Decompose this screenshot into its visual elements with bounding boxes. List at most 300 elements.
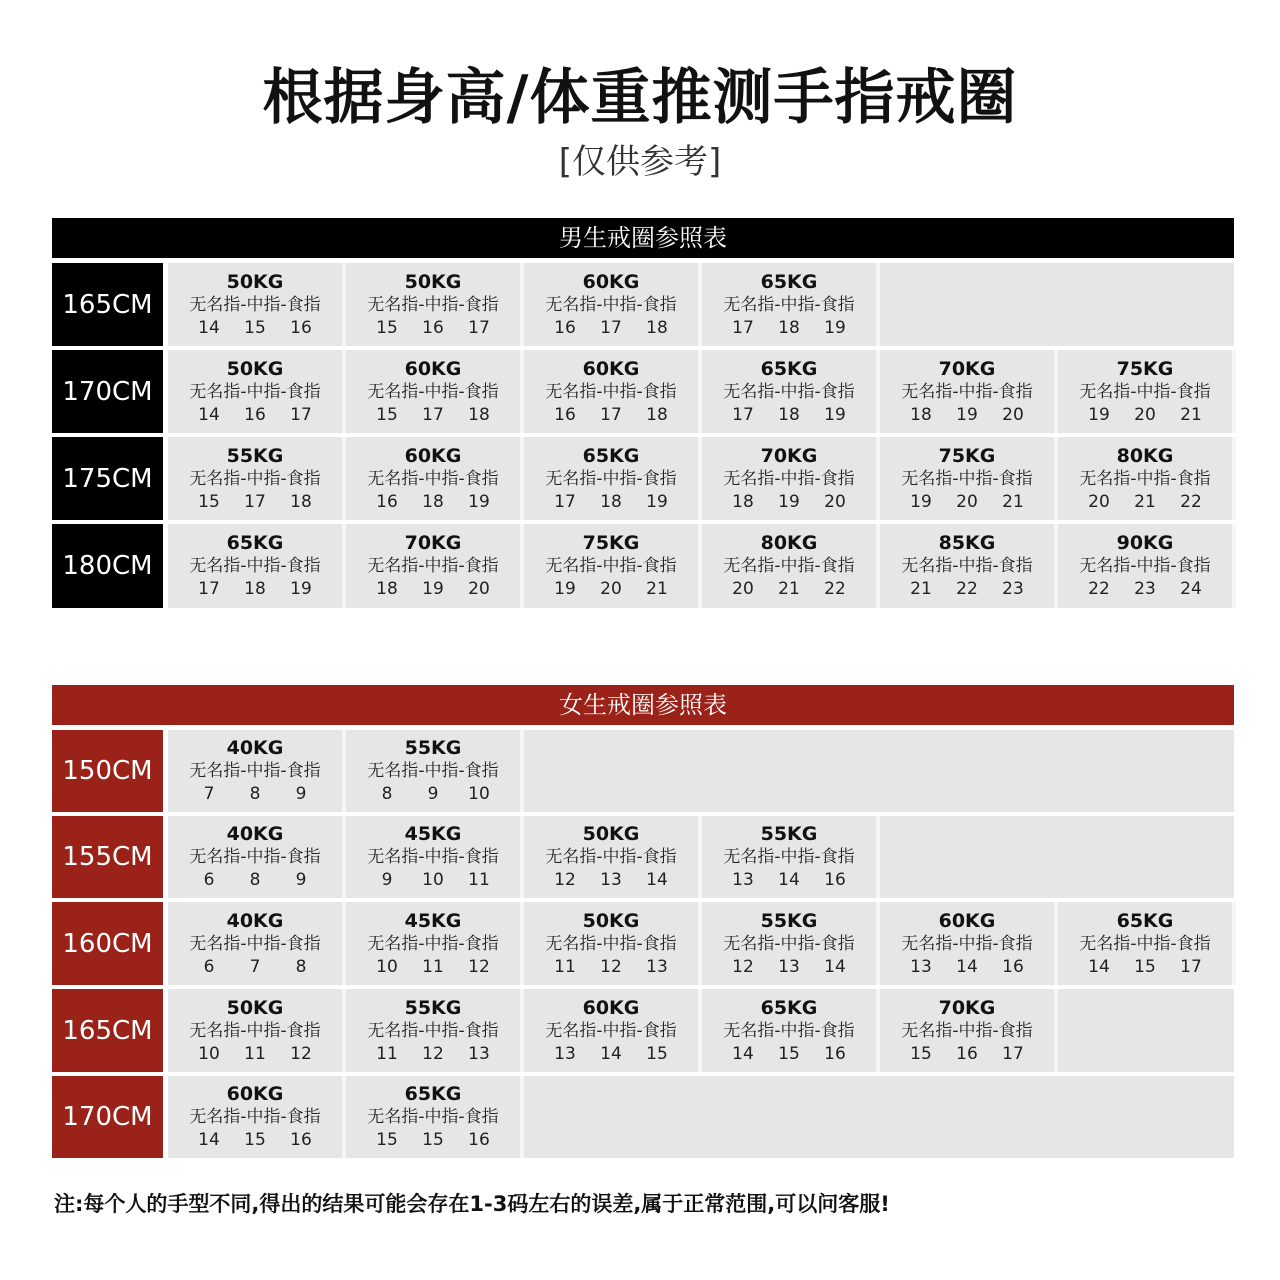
ring-sizes [880, 1043, 1054, 1066]
ring-sizes [524, 578, 698, 601]
weight-label: 65KG [760, 270, 818, 293]
height-label: 150CM [52, 730, 163, 812]
size-cell [880, 902, 1058, 985]
weight-label: 90KG [1116, 532, 1174, 554]
size-cell [524, 816, 702, 898]
finger-order-label: 无名指-中指-食指 [723, 294, 855, 315]
weight-label: 45KG [404, 909, 462, 932]
ring-size-value: 21 [1180, 404, 1202, 425]
ring-size-value: 17 [732, 404, 754, 425]
weight-label: 70KG [760, 444, 818, 467]
ring-size-value: 20 [1002, 404, 1024, 425]
ring-size-value: 20 [1088, 491, 1110, 512]
size-cell [168, 524, 346, 608]
finger-order-label: 无名指-中指-食指 [189, 556, 321, 576]
ring-sizes [702, 317, 876, 340]
finger-order-label: 无名指-中指-食指 [189, 468, 321, 489]
size-cell [702, 816, 880, 898]
ring-size-value: 18 [646, 317, 668, 338]
size-cell [346, 437, 524, 520]
size-cell [346, 816, 524, 898]
weight-label: 40KG [226, 823, 284, 845]
size-cell [524, 437, 702, 520]
size-cell [168, 1076, 346, 1158]
weight-label: 75KG [582, 532, 640, 554]
ring-size-value: 22 [1088, 579, 1110, 599]
finger-order-label: 无名指-中指-食指 [367, 761, 499, 781]
ring-size-value: 19 [778, 491, 800, 512]
weight-label: 50KG [226, 270, 284, 293]
page-title: 根据身高/体重推测手指戒圈 [262, 63, 1018, 133]
finger-order-label: 无名指-中指-食指 [545, 847, 677, 867]
weight-label: 65KG [1116, 909, 1174, 932]
ring-size-value: 16 [422, 317, 444, 338]
ring-size-value: 15 [646, 1043, 668, 1064]
ring-sizes [168, 869, 342, 892]
ring-size-value: 7 [203, 784, 215, 804]
weight-label: 60KG [404, 357, 462, 380]
weight-label: 65KG [760, 357, 818, 380]
finger-order-label: 无名指-中指-食指 [367, 294, 499, 315]
ring-sizes [702, 404, 876, 427]
ring-sizes [524, 317, 698, 340]
finger-order-label: 无名指-中指-食指 [367, 556, 499, 576]
size-cell [524, 524, 702, 608]
ring-sizes [1058, 956, 1232, 979]
ring-size-value: 12 [422, 1043, 444, 1064]
ring-size-value: 15 [910, 1043, 932, 1064]
ring-size-value: 10 [198, 1043, 220, 1064]
ring-size-value: 12 [732, 956, 754, 977]
finger-order-label: 无名指-中指-食指 [723, 1020, 855, 1041]
ring-size-value: 15 [198, 491, 220, 512]
size-cell [702, 524, 880, 608]
size-cell [524, 350, 702, 433]
ring-size-value: 17 [468, 317, 490, 338]
ring-sizes [346, 317, 520, 340]
height-label: 170CM [52, 1076, 163, 1158]
ring-sizes [168, 491, 342, 514]
ring-size-value: 16 [244, 404, 266, 425]
ring-size-value: 21 [778, 579, 800, 599]
finger-order-label: 无名指-中指-食指 [901, 381, 1033, 402]
ring-size-value: 16 [376, 491, 398, 512]
ring-sizes [346, 956, 520, 979]
weight-label: 60KG [938, 909, 996, 932]
ring-size-value: 16 [554, 317, 576, 338]
size-cell [1058, 524, 1236, 608]
ring-sizes [346, 1129, 520, 1152]
weight-label: 70KG [404, 532, 462, 554]
ring-sizes [880, 404, 1054, 427]
men-table-header: 男生戒圈参照表 [52, 218, 1234, 258]
size-cell [168, 730, 346, 812]
finger-order-label: 无名指-中指-食指 [723, 933, 855, 954]
ring-size-value: 10 [376, 956, 398, 977]
ring-size-value: 16 [468, 1130, 490, 1150]
ring-size-value: 19 [290, 579, 312, 599]
ring-size-value: 12 [600, 956, 622, 977]
ring-size-value: 19 [956, 404, 978, 425]
ring-sizes [524, 956, 698, 979]
ring-size-value: 12 [554, 870, 576, 890]
finger-order-label: 无名指-中指-食指 [367, 381, 499, 402]
finger-order-label: 无名指-中指-食指 [723, 556, 855, 576]
ring-size-value: 16 [554, 404, 576, 425]
size-cell [168, 902, 346, 985]
height-label: 165CM [52, 989, 163, 1072]
ring-sizes [1058, 578, 1232, 601]
ring-size-value: 17 [600, 317, 622, 338]
size-cell [1058, 902, 1236, 985]
men-row [52, 263, 1234, 346]
size-cell [1058, 350, 1236, 433]
ring-sizes [346, 491, 520, 514]
finger-order-label: 无名指-中指-食指 [1079, 468, 1211, 489]
ring-size-value: 19 [824, 404, 846, 425]
weight-label: 70KG [938, 996, 996, 1019]
size-cell [880, 350, 1058, 433]
ring-size-value: 8 [249, 870, 261, 890]
ring-size-value: 12 [290, 1043, 312, 1064]
finger-order-label: 无名指-中指-食指 [723, 381, 855, 402]
ring-size-value: 15 [376, 404, 398, 425]
ring-sizes [168, 578, 342, 601]
weight-label: 75KG [1116, 357, 1174, 380]
ring-size-value: 22 [956, 579, 978, 599]
ring-size-value: 17 [1002, 1043, 1024, 1064]
weight-label: 50KG [582, 909, 640, 932]
weight-label: 55KG [226, 444, 284, 467]
size-cell [702, 350, 880, 433]
weight-label: 45KG [404, 823, 462, 845]
ring-size-value: 17 [422, 404, 444, 425]
ring-size-value: 8 [295, 956, 307, 977]
ring-size-value: 20 [732, 579, 754, 599]
ring-size-value: 11 [244, 1043, 266, 1064]
ring-size-value: 14 [1088, 956, 1110, 977]
finger-order-label: 无名指-中指-食指 [189, 847, 321, 867]
ring-size-value: 13 [554, 1043, 576, 1064]
ring-size-value: 20 [600, 579, 622, 599]
size-cell [346, 1076, 524, 1158]
women-row [52, 1076, 1234, 1158]
weight-label: 55KG [404, 737, 462, 759]
weight-label: 55KG [404, 996, 462, 1019]
ring-size-value: 18 [244, 579, 266, 599]
ring-size-value: 16 [956, 1043, 978, 1064]
height-label: 170CM [52, 350, 163, 433]
size-cell [702, 902, 880, 985]
women-row [52, 730, 1234, 812]
ring-sizes [524, 491, 698, 514]
finger-order-label: 无名指-中指-食指 [1079, 381, 1211, 402]
ring-size-value: 24 [1180, 579, 1202, 599]
size-cell [168, 350, 346, 433]
finger-order-label: 无名指-中指-食指 [901, 556, 1033, 576]
ring-size-value: 17 [554, 491, 576, 512]
ring-size-value: 22 [1180, 491, 1202, 512]
size-cell [524, 263, 702, 346]
finger-order-label: 无名指-中指-食指 [1079, 933, 1211, 954]
ring-size-value: 17 [244, 491, 266, 512]
weight-label: 60KG [582, 270, 640, 293]
ring-size-value: 20 [956, 491, 978, 512]
ring-size-value: 13 [468, 1043, 490, 1064]
ring-size-value: 19 [824, 317, 846, 338]
finger-order-label: 无名指-中指-食指 [723, 468, 855, 489]
ring-sizes [702, 1043, 876, 1066]
ring-size-value: 8 [249, 784, 261, 804]
ring-size-value: 11 [376, 1043, 398, 1064]
ring-size-value: 15 [422, 1130, 444, 1150]
ring-size-value: 15 [244, 317, 266, 338]
size-cell [346, 524, 524, 608]
finger-order-label: 无名指-中指-食指 [189, 1020, 321, 1041]
weight-label: 75KG [938, 444, 996, 467]
ring-size-value: 18 [422, 491, 444, 512]
finger-order-label: 无名指-中指-食指 [545, 381, 677, 402]
weight-label: 60KG [582, 996, 640, 1019]
weight-label: 60KG [582, 357, 640, 380]
height-label: 180CM [52, 524, 163, 608]
ring-size-value: 16 [824, 870, 846, 890]
ring-size-value: 14 [198, 317, 220, 338]
ring-size-value: 16 [824, 1043, 846, 1064]
ring-sizes [702, 578, 876, 601]
finger-order-label: 无名指-中指-食指 [367, 933, 499, 954]
ring-size-value: 18 [376, 579, 398, 599]
ring-size-value: 11 [422, 956, 444, 977]
ring-size-value: 14 [956, 956, 978, 977]
weight-label: 65KG [404, 1083, 462, 1105]
ring-size-value: 9 [427, 784, 439, 804]
ring-size-value: 15 [244, 1130, 266, 1150]
ring-size-value: 20 [468, 579, 490, 599]
women-table-header: 女生戒圈参照表 [52, 685, 1234, 725]
ring-size-value: 14 [198, 404, 220, 425]
size-cell [702, 437, 880, 520]
women-row [52, 816, 1234, 898]
size-cell [702, 263, 880, 346]
ring-size-value: 15 [376, 1130, 398, 1150]
weight-label: 65KG [226, 532, 284, 554]
finger-order-label: 无名指-中指-食指 [545, 468, 677, 489]
ring-sizes [880, 956, 1054, 979]
weight-label: 60KG [226, 1083, 284, 1105]
ring-size-value: 18 [468, 404, 490, 425]
size-cell [880, 524, 1058, 608]
ring-size-value: 18 [290, 491, 312, 512]
ring-size-value: 16 [290, 1130, 312, 1150]
ring-size-value: 14 [778, 870, 800, 890]
ring-size-value: 18 [732, 491, 754, 512]
ring-sizes [346, 1043, 520, 1066]
ring-size-value: 21 [910, 579, 932, 599]
ring-sizes [168, 404, 342, 427]
ring-size-value: 14 [198, 1130, 220, 1150]
size-cell [346, 730, 524, 812]
ring-size-value: 16 [290, 317, 312, 338]
ring-size-value: 22 [824, 579, 846, 599]
finger-order-label: 无名指-中指-食指 [367, 1020, 499, 1041]
size-cell [168, 989, 346, 1072]
height-label: 160CM [52, 902, 163, 985]
ring-size-value: 21 [646, 579, 668, 599]
ring-size-value: 13 [600, 870, 622, 890]
ring-size-value: 9 [295, 784, 307, 804]
ring-size-value: 13 [778, 956, 800, 977]
ring-size-value: 18 [778, 317, 800, 338]
ring-size-value: 9 [381, 870, 393, 890]
weight-label: 80KG [1116, 444, 1174, 467]
weight-label: 50KG [226, 996, 284, 1019]
ring-size-value: 18 [646, 404, 668, 425]
ring-sizes [524, 1043, 698, 1066]
finger-order-label: 无名指-中指-食指 [545, 933, 677, 954]
ring-size-value: 15 [1134, 956, 1156, 977]
ring-size-value: 14 [824, 956, 846, 977]
ring-size-value: 13 [732, 870, 754, 890]
ring-size-value: 6 [203, 956, 215, 977]
ring-size-value: 20 [1134, 404, 1156, 425]
finger-order-label: 无名指-中指-食指 [723, 847, 855, 867]
finger-order-label: 无名指-中指-食指 [189, 933, 321, 954]
page-subtitle: [仅供参考] [558, 142, 722, 182]
finger-order-label: 无名指-中指-食指 [189, 1107, 321, 1127]
weight-label: 55KG [760, 909, 818, 932]
ring-sizes [346, 869, 520, 892]
ring-size-value: 23 [1134, 579, 1156, 599]
finger-order-label: 无名指-中指-食指 [189, 294, 321, 315]
ring-size-value: 17 [198, 579, 220, 599]
ring-size-value: 6 [203, 870, 215, 890]
ring-size-value: 19 [554, 579, 576, 599]
finger-order-label: 无名指-中指-食指 [901, 933, 1033, 954]
size-cell [880, 989, 1058, 1072]
height-label: 175CM [52, 437, 163, 520]
ring-sizes [346, 578, 520, 601]
height-label: 155CM [52, 816, 163, 898]
weight-label: 60KG [404, 444, 462, 467]
men-row [52, 437, 1234, 520]
ring-size-value: 19 [422, 579, 444, 599]
ring-sizes [346, 404, 520, 427]
ring-size-value: 17 [1180, 956, 1202, 977]
weight-label: 40KG [226, 737, 284, 759]
ring-sizes [168, 956, 342, 979]
weight-label: 65KG [760, 996, 818, 1019]
ring-size-value: 10 [422, 870, 444, 890]
ring-size-value: 16 [1002, 956, 1024, 977]
finger-order-label: 无名指-中指-食指 [189, 761, 321, 781]
ring-sizes [1058, 404, 1232, 427]
size-cell [880, 437, 1058, 520]
ring-sizes [524, 404, 698, 427]
women-row [52, 902, 1234, 985]
ring-size-value: 14 [732, 1043, 754, 1064]
finger-order-label: 无名指-中指-食指 [1079, 556, 1211, 576]
size-cell [702, 989, 880, 1072]
weight-label: 50KG [582, 823, 640, 845]
finger-order-label: 无名指-中指-食指 [189, 381, 321, 402]
ring-sizes [702, 956, 876, 979]
ring-size-value: 18 [778, 404, 800, 425]
ring-size-value: 10 [468, 784, 490, 804]
size-cell [346, 263, 524, 346]
size-cell [168, 816, 346, 898]
ring-size-value: 19 [468, 491, 490, 512]
ring-sizes [880, 491, 1054, 514]
weight-label: 70KG [938, 357, 996, 380]
ring-size-value: 19 [910, 491, 932, 512]
ring-sizes [1058, 491, 1232, 514]
ring-sizes [168, 1043, 342, 1066]
finger-order-label: 无名指-中指-食指 [367, 468, 499, 489]
weight-label: 40KG [226, 909, 284, 932]
finger-order-label: 无名指-中指-食指 [367, 1107, 499, 1127]
weight-label: 55KG [760, 823, 818, 845]
men-row [52, 524, 1234, 608]
size-cell [346, 989, 524, 1072]
ring-size-value: 17 [290, 404, 312, 425]
ring-sizes [702, 491, 876, 514]
ring-size-value: 21 [1002, 491, 1024, 512]
ring-size-value: 7 [249, 956, 261, 977]
finger-order-label: 无名指-中指-食指 [901, 468, 1033, 489]
ring-size-value: 20 [824, 491, 846, 512]
ring-size-value: 11 [468, 870, 490, 890]
ring-sizes [168, 1129, 342, 1152]
ring-size-value: 18 [600, 491, 622, 512]
ring-sizes [346, 783, 520, 806]
women-row [52, 989, 1234, 1072]
footnote: 注:每个人的手型不同,得出的结果可能会存在1-3码左右的误差,属于正常范围,可以问客服! [54, 1192, 890, 1216]
ring-size-value: 11 [554, 956, 576, 977]
weight-label: 50KG [226, 357, 284, 380]
ring-size-value: 15 [376, 317, 398, 338]
height-label: 165CM [52, 263, 163, 346]
finger-order-label: 无名指-中指-食指 [367, 847, 499, 867]
ring-size-value: 17 [600, 404, 622, 425]
ring-sizes [702, 869, 876, 892]
size-cell [168, 437, 346, 520]
size-cell [1058, 437, 1236, 520]
ring-sizes [880, 578, 1054, 601]
ring-size-value: 15 [778, 1043, 800, 1064]
ring-size-value: 13 [646, 956, 668, 977]
ring-sizes [524, 869, 698, 892]
ring-size-value: 21 [1134, 491, 1156, 512]
ring-size-value: 19 [1088, 404, 1110, 425]
weight-label: 85KG [938, 532, 996, 554]
weight-label: 50KG [404, 270, 462, 293]
men-row [52, 350, 1234, 433]
ring-size-value: 13 [910, 956, 932, 977]
ring-size-value: 14 [646, 870, 668, 890]
ring-sizes [168, 317, 342, 340]
size-cell [524, 902, 702, 985]
ring-size-value: 8 [381, 784, 393, 804]
ring-sizes [168, 783, 342, 806]
weight-label: 65KG [582, 444, 640, 467]
size-cell [346, 350, 524, 433]
ring-size-value: 23 [1002, 579, 1024, 599]
size-cell [168, 263, 346, 346]
ring-size-value: 17 [732, 317, 754, 338]
size-cell [524, 989, 702, 1072]
ring-size-value: 19 [646, 491, 668, 512]
